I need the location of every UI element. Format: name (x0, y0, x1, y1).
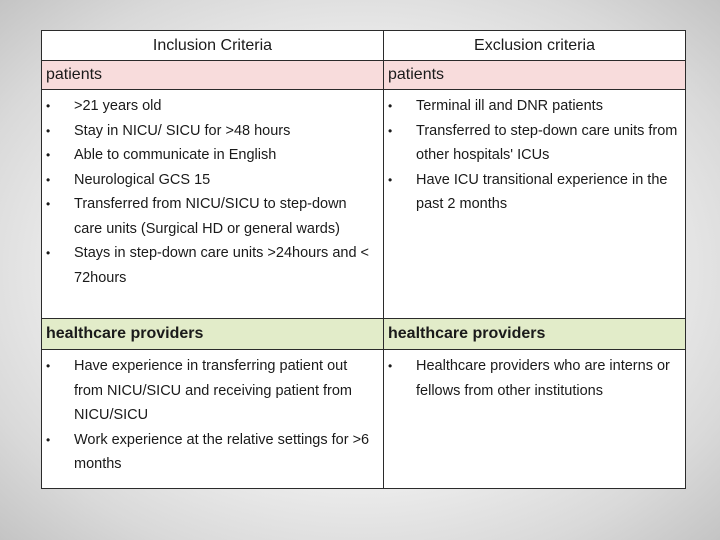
criteria-list-item (42, 143, 377, 168)
patients-criteria-row (42, 90, 686, 319)
inclusion-patients-list (42, 90, 383, 290)
bullet-icon: • (46, 123, 51, 138)
criteria-text: Transferred to step-down care units from other hospitals' ICUs (416, 122, 678, 163)
criteria-text: Stay in NICU/ SICU for >48 hours (74, 122, 291, 139)
inclusion-providers-label: healthcare providers (42, 319, 384, 350)
criteria-text: Terminal ill and DNR patients (416, 98, 603, 114)
criteria-text: Have experience in transferring patient out from NICU/SICU and receiving patient from NICU/SICU (74, 358, 353, 423)
criteria-list-item (384, 168, 679, 217)
criteria-list-item (384, 119, 679, 168)
criteria-list-item (42, 94, 377, 119)
inclusion-providers-cell (42, 350, 384, 489)
providers-section-row (42, 319, 686, 350)
criteria-text: Have ICU transitional experience in the past 2 months (416, 171, 668, 212)
criteria-list-item (42, 428, 377, 477)
bullet-icon: • (46, 432, 51, 447)
bullet-icon: • (46, 148, 51, 162)
criteria-list-item (384, 354, 679, 403)
exclusion-patients-list (384, 90, 685, 217)
exclusion-header: Exclusion criteria (384, 31, 686, 61)
criteria-text: >21 years old (74, 98, 162, 114)
bullet-icon: • (46, 246, 51, 260)
bullet-icon: • (388, 123, 393, 138)
criteria-text: Neurological GCS 15 (74, 171, 211, 188)
criteria-list-item (42, 119, 377, 144)
criteria-list-item (42, 168, 377, 193)
exclusion-providers-cell (384, 350, 686, 489)
criteria-list-item (42, 192, 377, 241)
providers-criteria-row (42, 350, 686, 489)
exclusion-patients-label: patients (384, 61, 686, 90)
bullet-icon: • (46, 197, 51, 211)
criteria-list-item (384, 94, 679, 119)
bullet-icon: • (388, 172, 393, 187)
inclusion-header: Inclusion Criteria (42, 31, 384, 61)
criteria-text: Able to communicate in English (74, 147, 277, 163)
header-row (42, 31, 686, 61)
criteria-list-item (42, 354, 377, 428)
inclusion-patients-label: patients (42, 61, 384, 90)
exclusion-providers-list (384, 350, 685, 403)
inclusion-providers-list (42, 350, 383, 477)
exclusion-providers-label: healthcare providers (384, 319, 686, 350)
criteria-text: Work experience at the relative settings for >6 months (74, 431, 370, 472)
exclusion-patients-cell (384, 90, 686, 319)
criteria-table (41, 30, 686, 489)
inclusion-patients-cell (42, 90, 384, 319)
bullet-icon: • (46, 172, 51, 187)
bullet-icon: • (46, 99, 51, 113)
patients-section-row (42, 61, 686, 90)
criteria-text: Stays in step-down care units >24hours and < 72hours (74, 245, 370, 286)
criteria-text: Transferred from NICU/SICU to step-down care units (Surgical HD or general wards) (74, 196, 347, 237)
bullet-icon: • (46, 359, 51, 373)
criteria-list-item (42, 241, 377, 290)
bullet-icon: • (388, 359, 393, 373)
bullet-icon: • (388, 99, 393, 113)
criteria-text: Healthcare providers who are interns or fellows from other institutions (416, 358, 670, 399)
